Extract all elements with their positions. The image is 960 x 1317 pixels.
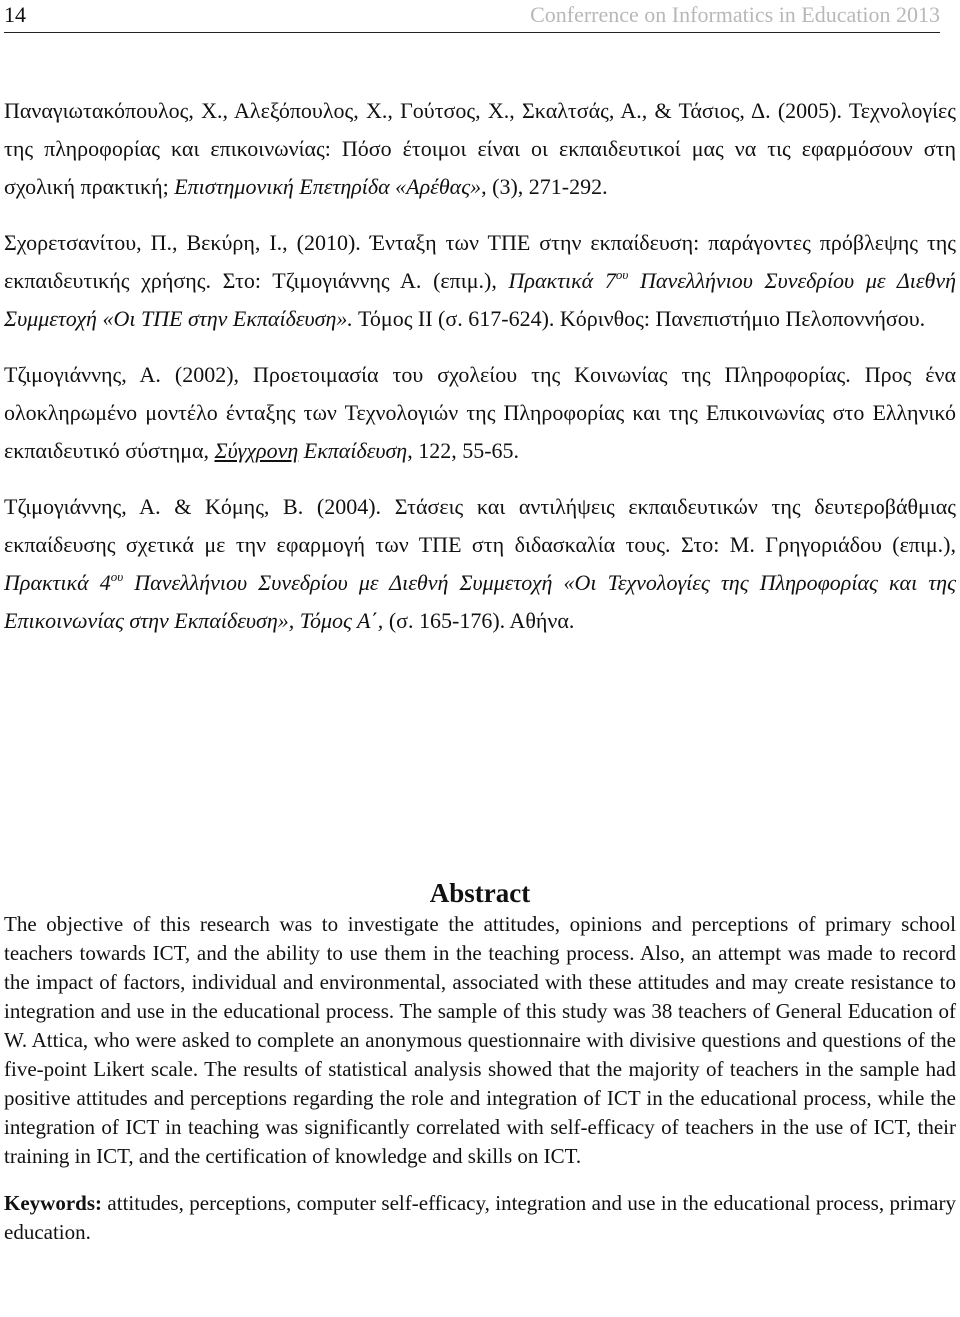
reference-item — [4, 488, 956, 640]
ordinal-superscript: ου — [110, 569, 124, 584]
reference-item — [4, 356, 956, 470]
reference-source: Πρακτικά $4^{o\upsilon}$ Πανελλήνιου Συνεδρίου με Διεθνή Συμμετοχή «Οι Τεχνολογίες της Πληροφορίας και της Επικοινωνίας στην Εκπαίδευση», Τόμος Α΄, — [4, 569, 956, 633]
reference-list — [4, 92, 956, 658]
reference-tail: , (3), 271-292. — [481, 174, 608, 199]
reference-item — [4, 224, 956, 338]
abstract-section — [4, 876, 956, 1247]
reference-source: Σύγχρονη Εκπαίδευση — [214, 438, 408, 463]
reference-tail: (σ. 165-176). Αθήνα. — [388, 608, 575, 633]
reference-source: Πρακτικά $7^{o\upsilon}$ Πανελλήνιου Συνεδρίου με Διεθνή Συμμετοχή «Οι ΤΠΕ στην Εκπαίδευση». — [4, 267, 957, 331]
keywords-text: attitudes, perceptions, computer self-efficacy, integration and use in the educational process, primary education. — [4, 1191, 956, 1244]
reference-authors: Τζιμογιάννης, Α. (2002), Προετοιμασία του σχολείου της Κοινωνίας της Πληροφορίας. — [4, 362, 851, 387]
reference-editor: Στο: Μ. Γρηγοριάδου (επιμ.), — [680, 532, 957, 557]
reference-tail: Τόμος ΙΙ (σ. 617-624). Κόρινθος: Πανεπιστήμιο Πελοποννήσου. — [357, 306, 926, 331]
abstract-heading: Abstract — [429, 878, 531, 908]
reference-title: Ένταξη των ΤΠΕ στην εκπαίδευση: παράγοντες πρόβλεψης της εκπαιδευτικής χρήσης. — [4, 230, 957, 293]
reference-authors: Τζιμογιάννης, Α. & Κόμης, Β. (2004). — [4, 494, 382, 519]
page-number: 14 — [4, 2, 26, 27]
reference-item — [4, 92, 956, 206]
reference-authors: Παναγιωτακόπουλος, Χ., Αλεξόπουλος, Χ., Γούτσος, Χ., Σκαλτσάς, Α., & Τάσιος, Δ. (2005). — [4, 98, 842, 123]
page-header — [4, 2, 940, 33]
running-title: Conferrence on Informatics in Education 2013 — [530, 2, 940, 27]
reference-editor: Στο: Τζιμογιάννης Α. (επιμ.), — [222, 268, 497, 293]
reference-source: Επιστημονική Επετηρίδα «Αρέθας» — [174, 174, 482, 199]
abstract-body: The objective of this research was to investigate the attitudes, opinions and perceptions of primary school teachers towards ICT, and the ability to use them in the teaching process. Also, an attempt was made to record the impact of factors, individual and environmental, associated with these attitudes and may create resistance to integration and use in the educational process. The sample of this study was 38 teachers of General Education of W. Attica, who were asked to complete an anonymous questionnaire with divisive questions and questions of the five-point Likert scale. The results of statistical analysis showed that the majority of teachers in the sample had positive attitudes and perceptions regarding the role and integration of ICT in the educational process, while the integration of ICT in teaching was significantly correlated with self-efficacy of teachers in the use of ICT, their training in ICT, and the certification of knowledge and skills on ICT. — [4, 912, 956, 1168]
reference-title: Στάσεις και αντιλήψεις εκπαιδευτικών της δευτεροβάθμιας εκπαίδευσης σχετικά με την εφαρμογή των ΤΠΕ στη διδασκαλία τους. — [4, 494, 956, 557]
reference-title: Προς ένα ολοκληρωμένο μοντέλο ένταξης των Τεχνολογιών της Πληροφορίας και της Επικοινωνίας στο Ελληνικό εκπαιδευτικό σύστημα, — [4, 362, 957, 463]
keywords-label: Keywords: — [4, 1191, 102, 1215]
reference-tail: , 122, 55-65. — [407, 438, 520, 463]
keywords — [4, 1189, 956, 1247]
reference-authors: Σχορετσανίτου, Π., Βεκύρη, Ι., (2010). — [4, 230, 361, 255]
ordinal-superscript: ου — [615, 267, 629, 282]
reference-title: Τεχνολογίες της πληροφορίας και επικοινωνίας: Πόσο έτοιμοι είναι οι εκπαιδευτικοί μας να τις εφαρμόσουν στη σχολική πρακτική; — [4, 98, 956, 199]
